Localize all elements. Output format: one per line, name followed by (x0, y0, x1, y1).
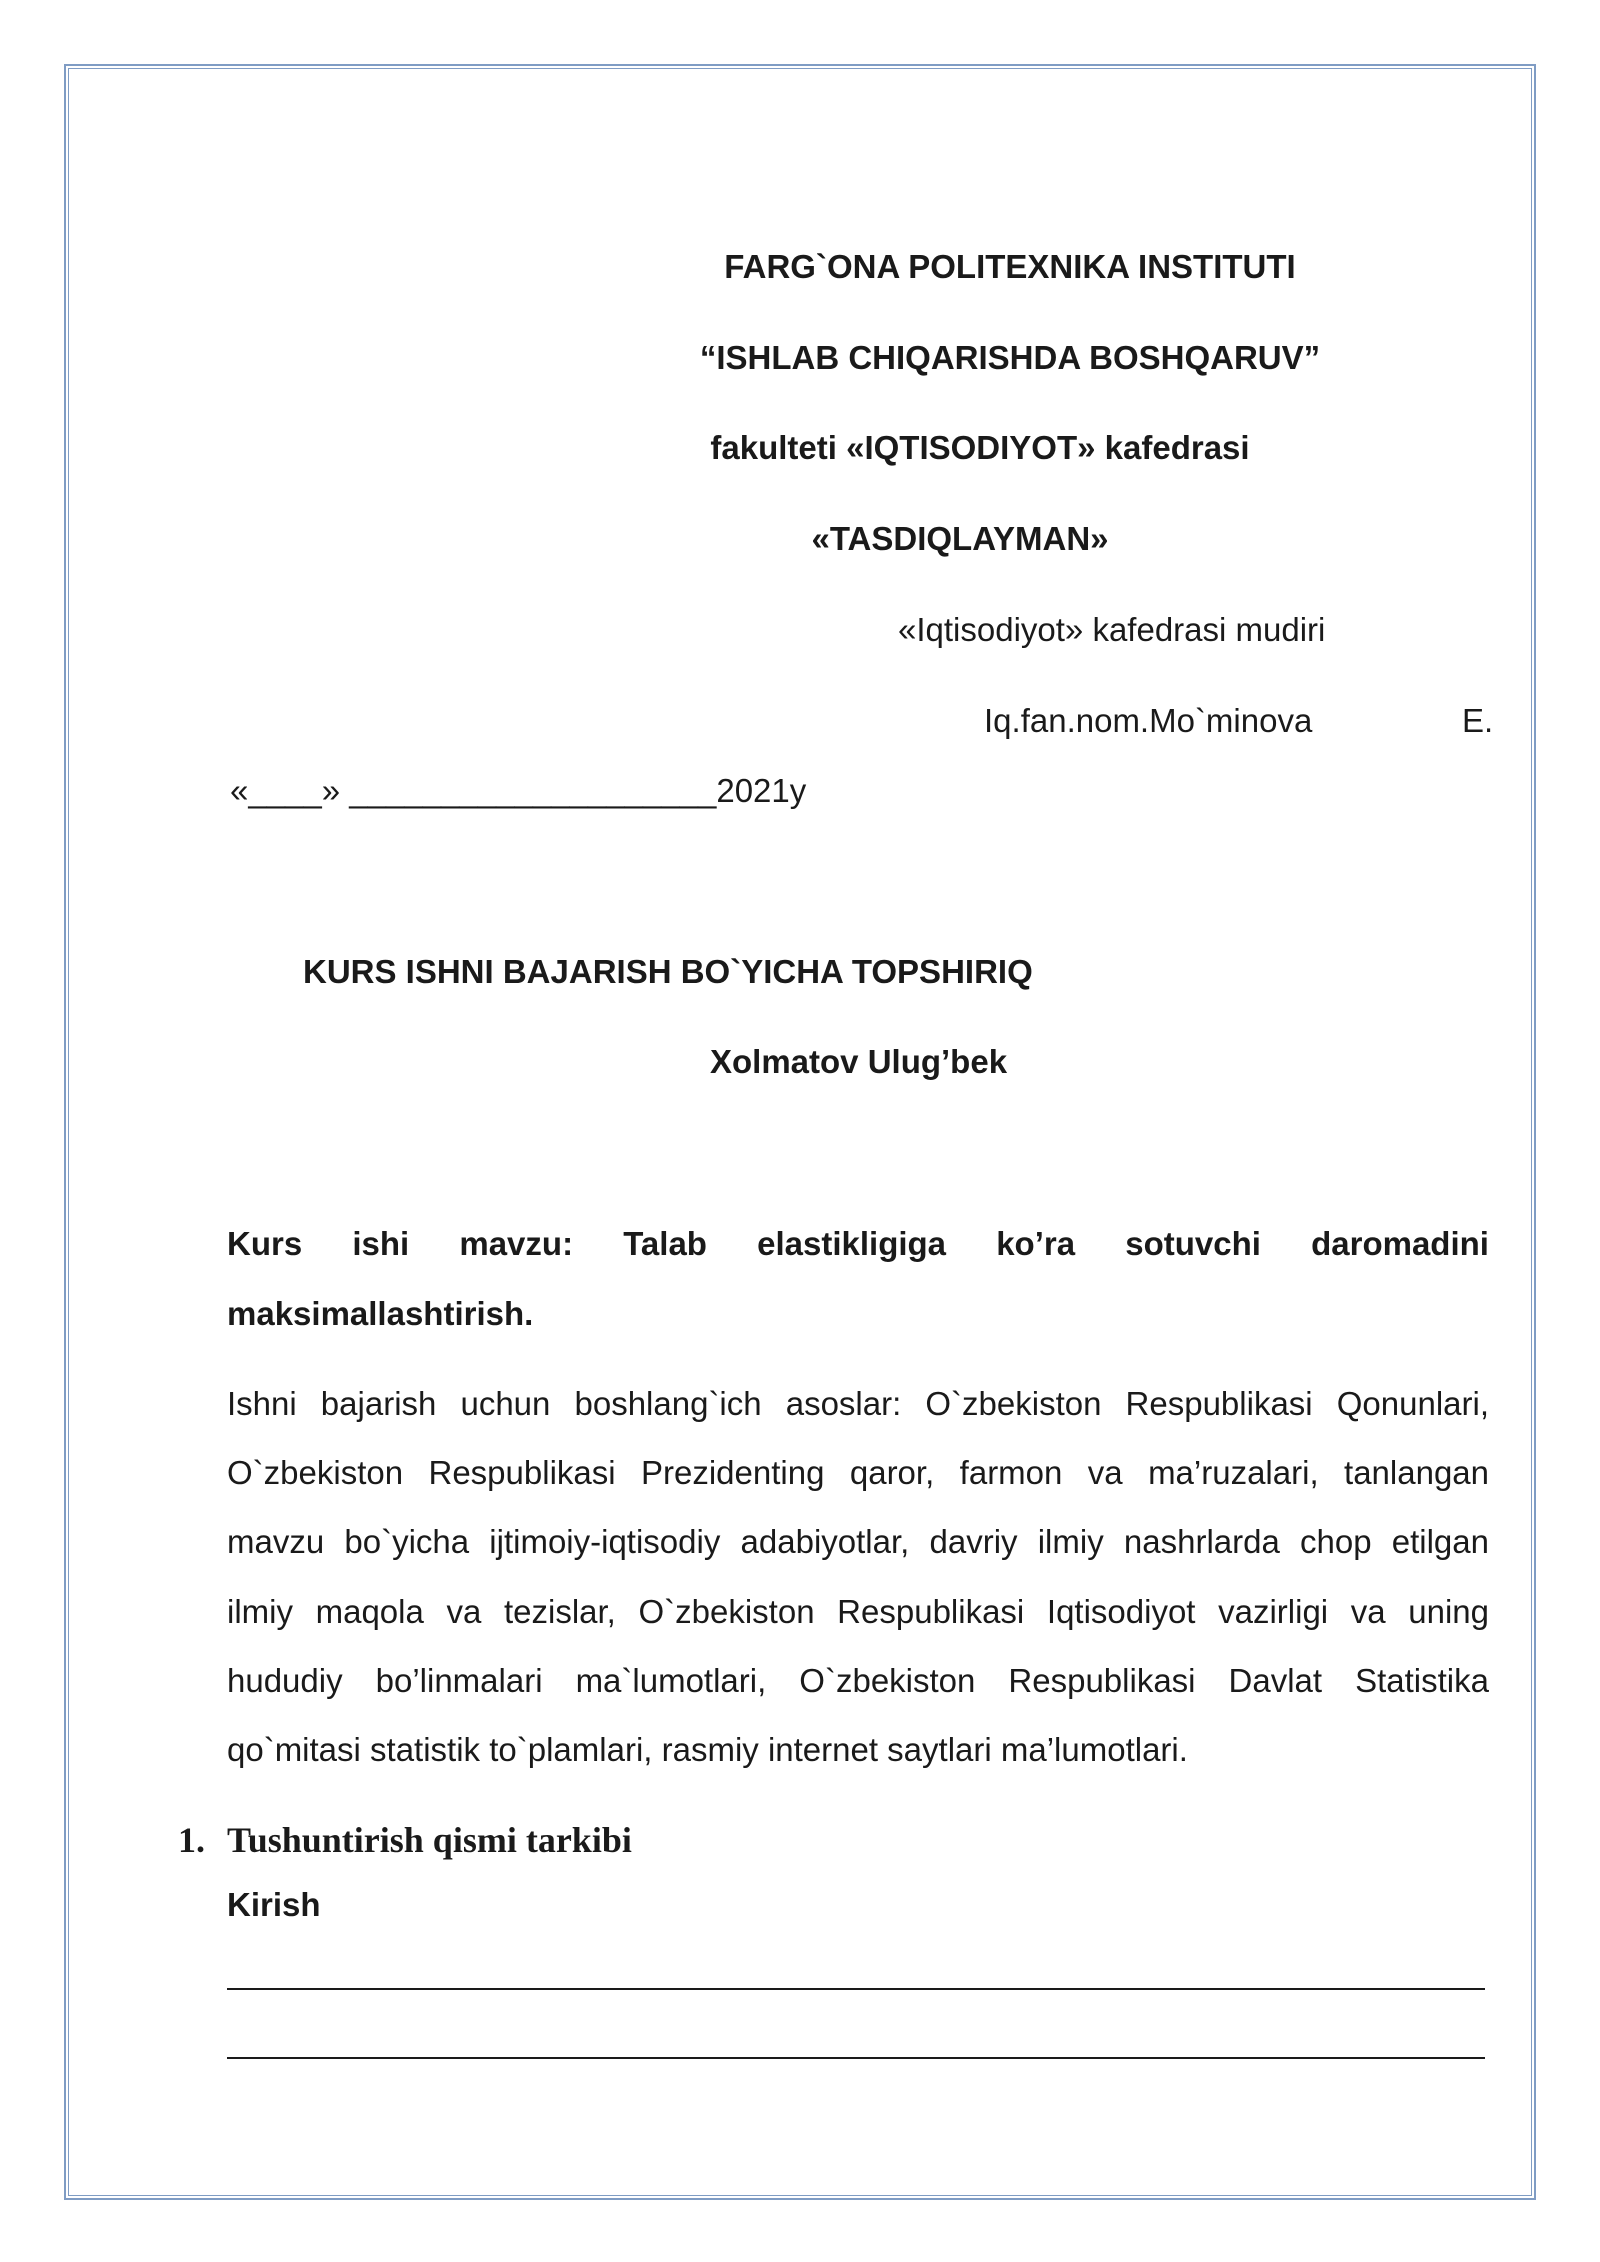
basis-line: qo`mitasi statistik to`plamlari, rasmiy internet saytlari ma’lumotlari. (227, 1731, 1188, 1768)
date-line: «____» ____________________2021y (230, 772, 807, 809)
institute-name: FARG`ONA POLITEXNIKA INSTITUTI (724, 248, 1296, 285)
approve-label: «TASDIQLAYMAN» (811, 520, 1109, 557)
faculty-line: fakulteti «IQTISODIYOT» kafedrasi (710, 429, 1250, 466)
basis-line: Ishni bajarish uchun boshlang`ich asoslar: O`zbekiston Respublikasi Qonunlari, (227, 1385, 1489, 1422)
student-name: Xolmatov Ulug’bek (710, 1043, 1008, 1080)
department-name: “ISHLAB CHIQARISHDA BOSHQARUV” (699, 339, 1321, 376)
topic-line (227, 1227, 1489, 1260)
topic-word: daromadini (1311, 1225, 1489, 1262)
basis-line: hududiy bo’linmalari ma`lumotlari, O`zbekiston Respublikasi Davlat Statistika (227, 1662, 1489, 1699)
basis-line: ilmiy maqola va tezislar, O`zbekiston Respublikasi Iqtisodiyot vazirligi va uning (227, 1593, 1489, 1630)
topic-word: sotuvchi (1125, 1225, 1261, 1262)
section-heading: Tushuntirish qismi tarkibi (227, 1820, 632, 1860)
section-number: 1. (178, 1820, 205, 1860)
topic-word: ishi (352, 1225, 410, 1262)
document-title: KURS ISHNI BAJARISH BO`YICHA TOPSHIRIQ (303, 953, 1033, 990)
fill-in-line (227, 1988, 1485, 1990)
fill-in-line (227, 2057, 1485, 2059)
section-subheading: Kirish (227, 1886, 321, 1923)
head-name: Iq.fan.nom.Mo`minova (984, 702, 1313, 739)
topic-word: ko’ra (996, 1225, 1076, 1262)
head-initial: E. (1462, 702, 1494, 739)
topic-line-2: maksimallashtirish. (227, 1295, 534, 1332)
basis-line: O`zbekiston Respublikasi Prezidenting qaror, farmon va ma’ruzalari, tanlangan (227, 1454, 1489, 1491)
page-border-inner (68, 68, 1532, 2196)
basis-line: mavzu bo`yicha ijtimoiy-iqtisodiy adabiyotlar, davriy ilmiy nashrlarda chop etilgan (227, 1523, 1489, 1560)
head-title: «Iqtisodiyot» kafedrasi mudiri (898, 611, 1326, 648)
topic-word: Talab (623, 1225, 707, 1262)
topic-word: elastikligiga (757, 1225, 947, 1262)
topic-word: Kurs (227, 1225, 303, 1262)
topic-word: mavzu: (459, 1225, 574, 1262)
